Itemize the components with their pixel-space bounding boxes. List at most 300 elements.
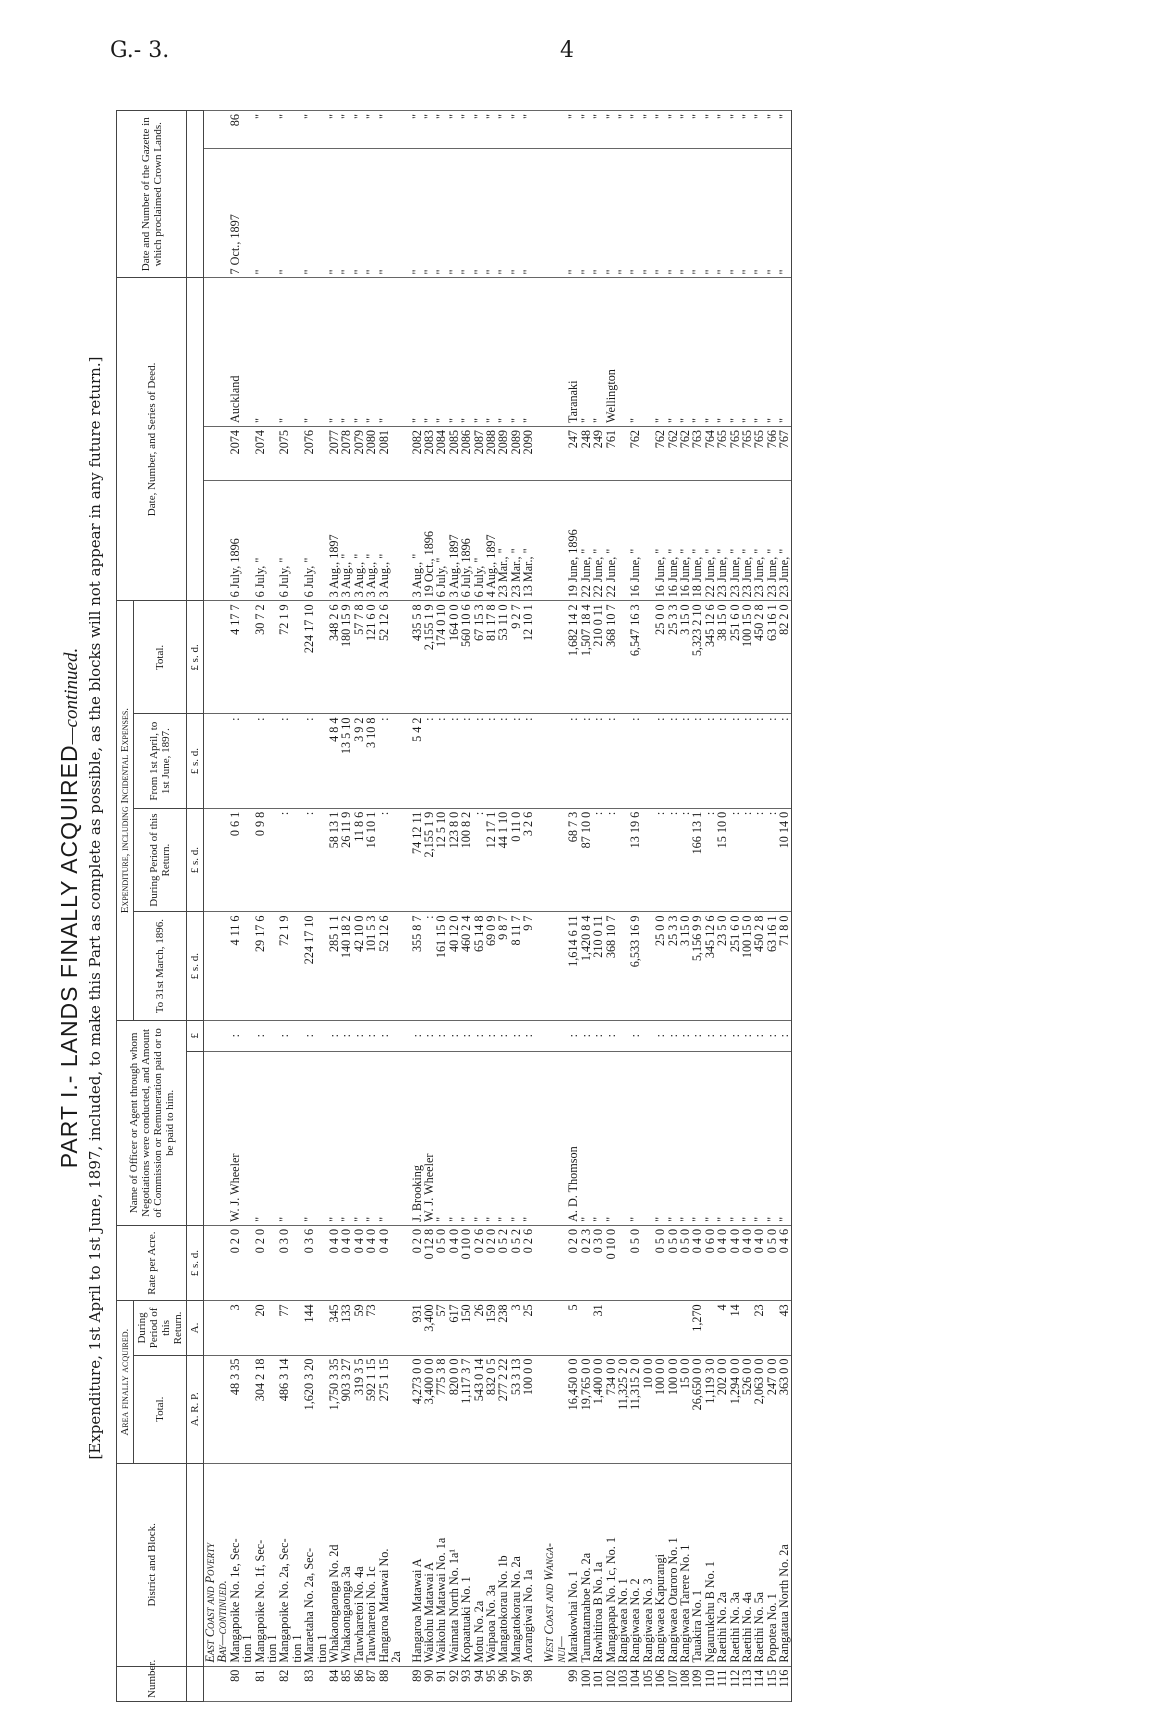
cell-area-total: 526 0 0 (741, 1355, 753, 1463)
cell-deed-number: 2084 (435, 426, 447, 480)
cell-exp-from: : (497, 714, 509, 808)
cell-area-total (543, 1355, 555, 1463)
cell-area-during: 43 (778, 1301, 791, 1355)
cell-exp-from: : (753, 714, 765, 808)
cell-district: 2a (390, 1463, 402, 1666)
cell-exp-from: : (605, 714, 617, 808)
cell-officer: A. D. Thomson (567, 1051, 579, 1225)
cell-officer: W. J. Wheeler (423, 1051, 435, 1225)
cell-gazette-number: " (753, 111, 765, 149)
cell-exp-to: 368 10 7 (605, 912, 617, 1020)
cell-deed-number (241, 426, 253, 480)
cell-deed-series: " (580, 278, 592, 427)
cell-district: Raetihi No. 4a (741, 1463, 753, 1666)
cell-deed-number (390, 426, 402, 480)
cell-commission: : (691, 1020, 703, 1051)
cell-rate: 0 2 0 (254, 1225, 266, 1300)
cell-commission: : (303, 1020, 315, 1051)
cell-exp-to (241, 912, 253, 1020)
cell-area-total: 1,294 0 0 (729, 1355, 741, 1463)
cell-area-total: 53 3 13 (510, 1355, 522, 1463)
cell-rate: 0 2 6 (473, 1225, 485, 1300)
cell-exp-total: 57 7 8 (353, 601, 365, 714)
cell-rate (390, 1225, 402, 1300)
cell-commission: : (741, 1020, 753, 1051)
cell-exp-during: : (729, 808, 741, 912)
cell-commission: : (423, 1020, 435, 1051)
cell-gazette-number (543, 111, 555, 149)
cell-deed-series: " (667, 278, 679, 427)
table-row (460, 111, 472, 1702)
cell-deed-series (291, 278, 303, 427)
cell-officer: " (365, 1051, 377, 1225)
cell-exp-from: : (716, 714, 728, 808)
cell-rate: 0 4 0 (365, 1225, 377, 1300)
cell-gazette-date (535, 148, 543, 278)
cell-exp-to: 25 3 3 (667, 912, 679, 1020)
cell-number: 101 (592, 1666, 604, 1701)
cell-rate: 0 4 0 (716, 1225, 728, 1300)
cell-number: 100 (580, 1666, 592, 1701)
cell-area-during: 3 (510, 1301, 522, 1355)
cell-exp-total: 38 15 0 (716, 601, 728, 714)
cell-exp-total: 52 12 6 (378, 601, 390, 714)
cell-deed-series: " (423, 278, 435, 427)
table-row (778, 111, 791, 1702)
cell-officer: " (592, 1051, 604, 1225)
cell-gazette-number: " (592, 111, 604, 149)
cell-exp-total: 2,155 1 9 (423, 601, 435, 714)
cell-number: 110 (704, 1666, 716, 1701)
cell-deed-number: 2081 (378, 426, 390, 480)
units-blank-deed (187, 278, 204, 601)
cell-exp-from: : (278, 714, 290, 808)
cell-exp-from (291, 714, 303, 808)
cell-exp-to: 3 15 0 (679, 912, 691, 1020)
cell-area-total: 277 2 22 (497, 1355, 509, 1463)
cell-exp-to: 251 6 0 (729, 912, 741, 1020)
header-area: Area finally acquired. (117, 1301, 134, 1464)
table-row (753, 111, 765, 1702)
cell-deed-date: 6 July, 1896 (229, 481, 241, 601)
cell-exp-to: 6,533 16 9 (629, 912, 641, 1020)
cell-deed-number (535, 426, 543, 480)
cell-district: Tauwharetoi No. 1c (365, 1463, 377, 1666)
cell-area-total: 275 1 15 (378, 1355, 390, 1463)
cell-deed-series (266, 278, 278, 427)
cell-gazette-date: " (328, 148, 340, 278)
cell-exp-to: 65 14 8 (473, 912, 485, 1020)
cell-officer: " (679, 1051, 691, 1225)
cell-area-total: 304 2 18 (254, 1355, 266, 1463)
units-area-during: A. (187, 1301, 204, 1355)
cell-gazette-number: " (340, 111, 352, 149)
cell-exp-total: 25 0 0 (654, 601, 666, 714)
cell-exp-to: : (423, 912, 435, 1020)
cell-deed-series: " (778, 278, 791, 427)
cell-number: 89 (411, 1666, 423, 1701)
cell-district: Motu No. 2a (473, 1463, 485, 1666)
cell-exp-from: : (448, 714, 460, 808)
cell-deed-date: 22 June, " (592, 481, 604, 601)
cell-officer: " (716, 1051, 728, 1225)
table-row (605, 111, 617, 1702)
cell-commission: : (716, 1020, 728, 1051)
cell-officer: " (435, 1051, 447, 1225)
cell-deed-date: 3 Aug., 1897 (448, 481, 460, 601)
table-row (229, 111, 241, 1702)
cell-exp-total: 560 10 6 (460, 601, 472, 714)
cell-area-during: 59 (353, 1301, 365, 1355)
cell-exp-total: 72 1 9 (278, 601, 290, 714)
cell-commission: : (448, 1020, 460, 1051)
cell-area-total (241, 1355, 253, 1463)
cell-deed-number: 765 (716, 426, 728, 480)
cell-district: Waimata North No. 1a¹ (448, 1463, 460, 1666)
cell-rate: 0 5 0 (679, 1225, 691, 1300)
cell-area-total: 10 0 0 (642, 1355, 654, 1463)
cell-commission: : (254, 1020, 266, 1051)
cell-area-during: 5 (567, 1301, 579, 1355)
cell-gazette-date: " (340, 148, 352, 278)
cell-exp-total (390, 601, 402, 714)
table-row (741, 111, 753, 1702)
cell-number: 90 (423, 1666, 435, 1701)
cell-area-during: 3,400 (423, 1301, 435, 1355)
cell-deed-series (216, 278, 228, 427)
cell-area-total: 202 0 0 (716, 1355, 728, 1463)
cell-deed-date (204, 481, 217, 601)
cell-area-during: 73 (365, 1301, 377, 1355)
cell-gazette-number: " (580, 111, 592, 149)
cell-exp-to (204, 912, 217, 1020)
cell-exp-during: 13 19 6 (629, 808, 641, 912)
cell-number: 109 (691, 1666, 703, 1701)
cell-area-total (204, 1355, 217, 1463)
cell-commission: : (510, 1020, 522, 1051)
cell-gazette-number: " (679, 111, 691, 149)
page-number: 4 (560, 38, 574, 63)
cell-exp-from (241, 714, 253, 808)
cell-exp-during: 2,155 1 9 (423, 808, 435, 912)
cell-deed-number: 766 (766, 426, 778, 480)
cell-deed-date: 3 Aug., 1897 (328, 481, 340, 601)
cell-commission: : (679, 1020, 691, 1051)
cell-area-total: 4,273 0 0 (411, 1355, 423, 1463)
cell-area-total: 11,315 2 0 (629, 1355, 641, 1463)
header-officer: Name of Officer or Agent through whom Negotiations were conducted, and Amount of Commission or Remuneration paid or to be paid to him. (117, 1020, 187, 1225)
cell-exp-to: 29 17 6 (254, 912, 266, 1020)
cell-rate: 0 5 0 (766, 1225, 778, 1300)
cell-rate: 0 3 0 (592, 1225, 604, 1300)
cell-exp-total: 210 0 11 (592, 601, 604, 714)
cell-exp-from (535, 714, 543, 808)
header-area-during: During Period of this Return. (134, 1301, 187, 1355)
cell-area-total: 734 0 0 (605, 1355, 617, 1463)
cell-number: 108 (679, 1666, 691, 1701)
cell-gazette-date: " (778, 148, 791, 278)
cell-deed-date: 22 June, " (704, 481, 716, 601)
cell-number: 86 (353, 1666, 365, 1701)
cell-deed-series: " (278, 278, 290, 427)
cell-exp-total: 82 2 0 (778, 601, 791, 714)
cell-gazette-date: " (679, 148, 691, 278)
units-officer: £ (187, 1020, 204, 1051)
cell-area-total: 15 0 0 (679, 1355, 691, 1463)
cell-deed-date: 23 June, " (753, 481, 765, 601)
table-row (216, 111, 228, 1702)
cell-district: tion 1 (266, 1463, 278, 1666)
cell-deed-series (204, 278, 217, 427)
cell-area-during: 345 (328, 1301, 340, 1355)
cell-district: Waikohu Matawai No. 1a (435, 1463, 447, 1666)
cell-exp-during: 26 11 9 (340, 808, 352, 912)
cell-officer (204, 1051, 217, 1225)
cell-exp-to: 8 11 7 (510, 912, 522, 1020)
cell-officer: " (497, 1051, 509, 1225)
cell-gazette-number (535, 111, 543, 149)
table-row (241, 111, 253, 1702)
cell-gazette-number: " (642, 111, 654, 149)
title-main: PART I.- LANDS FINALLY ACQUIRED (56, 744, 82, 1169)
cell-exp-total: 4 17 7 (229, 601, 241, 714)
cell-exp-from: : (592, 714, 604, 808)
cell-exp-from: : (378, 714, 390, 808)
cell-gazette-date: " (522, 148, 534, 278)
cell-gazette-date: " (667, 148, 679, 278)
cell-deed-number: 762 (667, 426, 679, 480)
cell-exp-from: : (629, 714, 641, 808)
cell-exp-from: 3 10 8 (365, 714, 377, 808)
cell-deed-series: " (340, 278, 352, 427)
table-row (365, 111, 377, 1702)
cell-exp-during: 16 10 1 (365, 808, 377, 912)
units-blank-gazette (187, 111, 204, 278)
units-blank-number (187, 1666, 204, 1701)
cell-number (241, 1666, 253, 1701)
cell-area-during (535, 1301, 543, 1355)
cell-exp-total: 224 17 10 (303, 601, 315, 714)
cell-gazette-number: " (353, 111, 365, 149)
cell-deed-date (390, 481, 402, 601)
cell-area-during: 3 (229, 1301, 241, 1355)
header-exp-during: During Period of this Return. (134, 808, 187, 912)
cell-area-total: 16,450 0 0 (567, 1355, 579, 1463)
cell-deed-date: 16 June, " (629, 481, 641, 601)
cell-exp-to: 101 5 3 (365, 912, 377, 1020)
cell-deed-number: 2085 (448, 426, 460, 480)
cell-area-during (654, 1301, 666, 1355)
units-rate: £ s. d. (187, 1225, 204, 1300)
cell-officer: " (278, 1051, 290, 1225)
cell-gazette-date: " (629, 148, 641, 278)
cell-deed-date (543, 481, 555, 601)
cell-area-during: 25 (522, 1301, 534, 1355)
cell-rate: 0 2 0 (411, 1225, 423, 1300)
cell-deed-date: 3 Aug., " (411, 481, 423, 601)
cell-exp-to: 9 8 7 (497, 912, 509, 1020)
header-rate: Rate per Acre. (117, 1225, 187, 1300)
cell-rate: 0 2 0 (229, 1225, 241, 1300)
cell-exp-to: 345 12 6 (704, 912, 716, 1020)
cell-area-total: 19,765 0 0 (580, 1355, 592, 1463)
cell-rate: 0 4 0 (353, 1225, 365, 1300)
cell-area-total: 11,325 2 0 (617, 1355, 629, 1463)
cell-gazette-number: " (729, 111, 741, 149)
cell-number: 93 (460, 1666, 472, 1701)
cell-district: Marakowhai No. 1 (567, 1463, 579, 1666)
cell-officer (266, 1051, 278, 1225)
cell-exp-during: 15 10 0 (716, 808, 728, 912)
cell-deed-date: 13 Mar., " (522, 481, 534, 601)
cell-deed-number: 2074 (254, 426, 266, 480)
cell-deed-date: 16 June, " (654, 481, 666, 601)
cell-number: 81 (254, 1666, 266, 1701)
cell-commission (216, 1020, 228, 1051)
cell-area-during: 238 (497, 1301, 509, 1355)
cell-district: Hangaroa Matawai A (411, 1463, 423, 1666)
table-row (353, 111, 365, 1702)
cell-gazette-number: " (522, 111, 534, 149)
cell-officer: " (254, 1051, 266, 1225)
cell-number: 104 (629, 1666, 641, 1701)
cell-exp-from: 4 8 4 (328, 714, 340, 808)
cell-area-total (216, 1355, 228, 1463)
cell-district: Hangaroa Matawai No. (378, 1463, 390, 1666)
cell-exp-during (291, 808, 303, 912)
cell-deed-number: 762 (629, 426, 641, 480)
page-title (56, 108, 83, 1708)
cell-number: 85 (340, 1666, 352, 1701)
cell-exp-total: 3 15 0 (679, 601, 691, 714)
cell-gazette-date: " (378, 148, 390, 278)
cell-gazette-date (403, 148, 411, 278)
page-subtitle: [Expenditure, 1st April to 1st June, 1897, included, to make this Part as complete as possible, as the blocks will not appear in any future return.] (86, 356, 104, 1460)
cell-number (216, 1666, 228, 1701)
cell-district: Tauakira No. 1 (691, 1463, 703, 1666)
table-row (448, 111, 460, 1702)
cell-gazette-number: " (411, 111, 423, 149)
lands-acquired-table (116, 110, 792, 1702)
cell-exp-from: : (654, 714, 666, 808)
table-body (204, 111, 792, 1702)
cell-commission: : (654, 1020, 666, 1051)
cell-district: Popotea No. 1 (766, 1463, 778, 1666)
cell-number: 83 (303, 1666, 315, 1701)
cell-deed-series: " (753, 278, 765, 427)
table-row (204, 111, 217, 1702)
table-row (629, 111, 641, 1702)
cell-number (390, 1666, 402, 1701)
cell-gazette-date: " (448, 148, 460, 278)
cell-exp-to (535, 912, 543, 1020)
cell-exp-to: 72 1 9 (278, 912, 290, 1020)
cell-area-during: 150 (460, 1301, 472, 1355)
cell-exp-to: 52 12 6 (378, 912, 390, 1020)
cell-rate: 0 5 0 (435, 1225, 447, 1300)
units-exp-total: £ s. d. (187, 601, 204, 714)
cell-rate (241, 1225, 253, 1300)
cell-exp-during (390, 808, 402, 912)
cell-rate: 0 10 0 (460, 1225, 472, 1300)
table-row (592, 111, 604, 1702)
cell-gazette-date (241, 148, 253, 278)
header-exp-from: From 1st April, to 1st June, 1897. (134, 714, 187, 808)
cell-district: Whakaongaonga No. 2d (328, 1463, 340, 1666)
cell-exp-during (642, 808, 654, 912)
cell-rate: 0 5 0 (629, 1225, 641, 1300)
cell-district: Mangapoike No. 1e, Sec- (229, 1463, 241, 1666)
header-exp-to: To 31st March, 1896. (134, 912, 187, 1020)
cell-officer (316, 1051, 328, 1225)
cell-exp-total: 1,682 14 2 (567, 601, 579, 714)
cell-officer: " (753, 1051, 765, 1225)
cell-exp-from (555, 714, 567, 808)
cell-exp-during: 166 13 1 (691, 808, 703, 912)
cell-officer: " (667, 1051, 679, 1225)
cell-officer: " (778, 1051, 791, 1225)
cell-exp-from: : (580, 714, 592, 808)
cell-district: Tauwharetoi No. 4a (353, 1463, 365, 1666)
cell-area-total: 1,119 3 0 (704, 1355, 716, 1463)
cell-deed-series (535, 278, 543, 427)
cell-area-during: 57 (435, 1301, 447, 1355)
cell-area-total: 319 3 5 (353, 1355, 365, 1463)
cell-district: Rangiwaea Otaroro No. 1 (667, 1463, 679, 1666)
cell-exp-total (204, 601, 217, 714)
cell-area-during: 26 (473, 1301, 485, 1355)
units-exp-to: £ s. d. (187, 912, 204, 1020)
cell-deed-date: 23 June, " (716, 481, 728, 601)
table-row (654, 111, 666, 1702)
cell-area-total (390, 1355, 402, 1463)
table-row (510, 111, 522, 1702)
cell-commission: : (411, 1020, 423, 1051)
cell-area-during: 20 (254, 1301, 266, 1355)
cell-deed-series: " (435, 278, 447, 427)
cell-gazette-number: " (741, 111, 753, 149)
cell-deed-series: " (378, 278, 390, 427)
cell-deed-date (241, 481, 253, 601)
cell-exp-total: 1,507 18 4 (580, 601, 592, 714)
cell-exp-during: : (704, 808, 716, 912)
cell-exp-total: 81 17 8 (485, 601, 497, 714)
cell-deed-date (535, 481, 543, 601)
cell-officer: " (328, 1051, 340, 1225)
cell-rate: 0 4 0 (729, 1225, 741, 1300)
cell-deed-date: 6 July, " (435, 481, 447, 601)
table-row (266, 111, 278, 1702)
table-row (378, 111, 390, 1702)
cell-deed-number: 2088 (485, 426, 497, 480)
cell-deed-date: 19 Oct., 1896 (423, 481, 435, 601)
title-suffix: —continued. (61, 647, 82, 745)
cell-exp-from: : (423, 714, 435, 808)
cell-district: Waipaoa No. 3a (485, 1463, 497, 1666)
cell-officer: " (340, 1051, 352, 1225)
units-blank-officer (187, 1051, 204, 1225)
cell-exp-from: : (522, 714, 534, 808)
cell-number: 95 (485, 1666, 497, 1701)
table-row (522, 111, 534, 1702)
cell-deed-series (543, 278, 555, 427)
cell-exp-to: 100 15 0 (741, 912, 753, 1020)
cell-area-total: 1,400 0 0 (592, 1355, 604, 1463)
cell-gazette-date: " (353, 148, 365, 278)
cell-gazette-date: " (691, 148, 703, 278)
cell-deed-date: 3 Aug., " (365, 481, 377, 601)
cell-number: 84 (328, 1666, 340, 1701)
